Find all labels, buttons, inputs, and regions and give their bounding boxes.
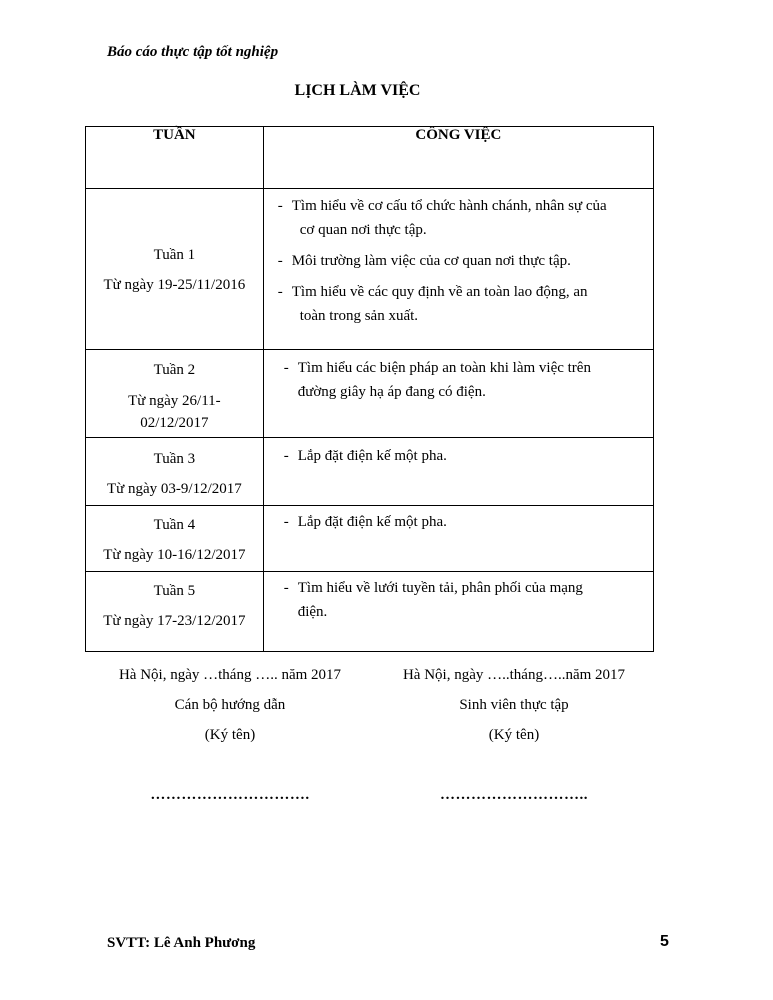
- week-cell: [86, 438, 264, 506]
- week-dates: Từ ngày 03-9/12/2017: [106, 481, 242, 497]
- bullet-dash: -: [283, 580, 289, 596]
- task-line: toàn trong sản xuất.: [299, 308, 419, 324]
- task-item: [278, 194, 647, 242]
- task-item: [284, 510, 647, 534]
- task-item: [284, 576, 647, 624]
- task-line: Lắp đặt điện kế một pha.: [297, 514, 447, 530]
- task-line: Tìm hiểu về cơ cấu tổ chức hành chánh, nhân sự của: [291, 198, 607, 214]
- week-dates: 02/12/2017: [140, 415, 209, 431]
- bullet-dash: -: [283, 514, 289, 530]
- week-label: Tuần 4: [153, 517, 196, 533]
- column-header-work: CÔNG VIỆC: [263, 127, 653, 189]
- task-item: [284, 444, 647, 468]
- week-label: Tuần 2: [153, 362, 196, 378]
- task-line: đường giây hạ áp đang có điện.: [297, 384, 486, 400]
- page-title-text: LỊCH LÀM VIỆC: [294, 82, 421, 99]
- task-line: Tìm hiểu về lưới tuyền tải, phân phối của mạng: [297, 580, 583, 596]
- week-cell: [86, 572, 264, 652]
- place-date: Hà Nội, ngày …tháng ….. năm 2017: [118, 667, 342, 683]
- task-item: [278, 249, 647, 273]
- table-header-row: [86, 127, 654, 189]
- task-line: Tìm hiểu các biện pháp an toàn khi làm việc trên: [297, 360, 591, 376]
- week-cell: [86, 189, 264, 350]
- bullet-dash: -: [283, 448, 289, 464]
- task-item: [278, 280, 647, 328]
- page-title: [0, 82, 773, 100]
- signature-line: ………………………..: [440, 787, 588, 803]
- sign-note: (Ký tên): [488, 727, 540, 743]
- week-cell: [86, 350, 264, 438]
- work-cell: [263, 572, 653, 652]
- bullet-dash: -: [277, 253, 283, 269]
- work-cell: [263, 189, 653, 350]
- table-row: [86, 506, 654, 572]
- signature-block-student: [385, 660, 643, 810]
- week-dates: Từ ngày 26/11-: [128, 393, 221, 409]
- column-header-week: TUẦN: [86, 127, 264, 189]
- signer-role: Cán bộ hướng dẫn: [174, 697, 286, 713]
- sign-note: (Ký tên): [204, 727, 256, 743]
- bullet-dash: -: [277, 284, 283, 300]
- table-row: [86, 350, 654, 438]
- task-line: điện.: [297, 604, 328, 620]
- running-header: Báo cáo thực tập tốt nghiệp: [107, 44, 279, 60]
- task-line: cơ quan nơi thực tập.: [299, 222, 427, 238]
- task-line: Môi trường làm việc của cơ quan nơi thực tập.: [291, 253, 571, 269]
- week-label: Tuần 3: [153, 451, 196, 467]
- week-dates: Từ ngày 19-25/11/2016: [103, 277, 246, 293]
- work-cell: [263, 506, 653, 572]
- table-row: [86, 438, 654, 506]
- signature-line: ………………………….: [150, 787, 310, 803]
- work-cell: [263, 350, 653, 438]
- footer-student-name: SVTT: Lê Anh Phương: [107, 935, 256, 951]
- week-cell: [86, 506, 264, 572]
- task-item: [284, 356, 647, 404]
- task-line: Lắp đặt điện kế một pha.: [297, 448, 447, 464]
- week-dates: Từ ngày 10-16/12/2017: [103, 547, 246, 563]
- signature-block-supervisor: [100, 660, 360, 810]
- bullet-dash: -: [283, 360, 289, 376]
- table-row: [86, 189, 654, 350]
- work-cell: [263, 438, 653, 506]
- schedule-table: [85, 126, 654, 652]
- week-dates: Từ ngày 17-23/12/2017: [103, 613, 246, 629]
- page-number: 5: [660, 933, 669, 950]
- week-label: Tuần 1: [153, 247, 196, 263]
- task-line: Tìm hiểu về các quy định về an toàn lao động, an: [291, 284, 588, 300]
- bullet-dash: -: [277, 198, 283, 214]
- week-label: Tuần 5: [153, 583, 196, 599]
- place-date: Hà Nội, ngày …..tháng…..năm 2017: [402, 667, 626, 683]
- signer-role: Sinh viên thực tập: [459, 697, 569, 713]
- table-row: [86, 572, 654, 652]
